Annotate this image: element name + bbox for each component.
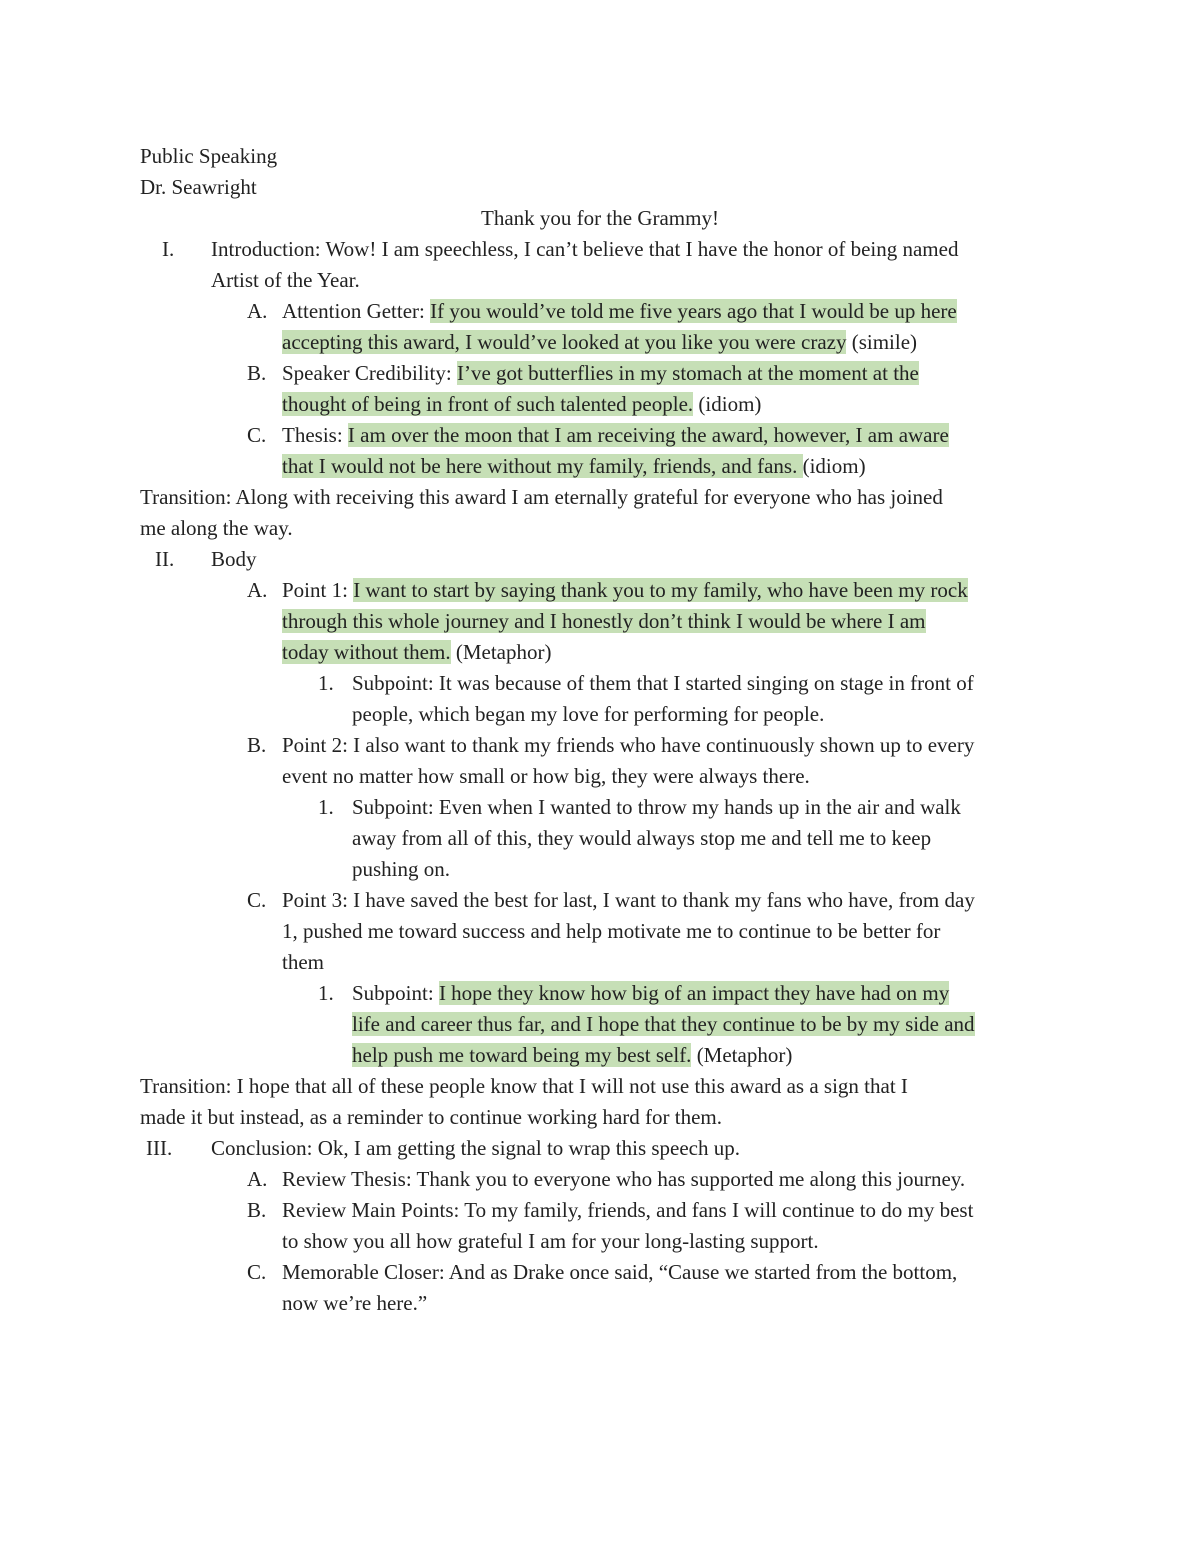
- point-2-sub-num: 1.: [318, 795, 334, 819]
- point-2-line-1: Point 2: I also want to thank my friends who have continuously shown up to every: [282, 733, 975, 757]
- credibility-line-2: [282, 389, 761, 420]
- transition-2-line-2: made it but instead, as a reminder to continue working hard for them.: [140, 1105, 723, 1129]
- body-heading: Body: [211, 547, 257, 571]
- point-3-sub-line-3: [352, 1040, 792, 1071]
- review-points-line-2: to show you all how grateful I am for your long-lasting support.: [282, 1229, 819, 1253]
- thesis-label: Thesis:: [282, 423, 348, 447]
- point-1-letter: A.: [247, 578, 268, 602]
- review-points-line-1: Review Main Points: To my family, friends, and fans I will continue to do my best: [282, 1198, 974, 1222]
- point-1-line-3: [282, 637, 551, 668]
- point-1-device: (Metaphor): [450, 640, 552, 664]
- point-1-sub-line-2: people, which began my love for performing for people.: [352, 702, 825, 726]
- point-3-line-1: Point 3: I have saved the best for last, I want to thank my fans who have, from day: [282, 888, 975, 912]
- attention-getter-line-2: [282, 327, 917, 358]
- attention-getter-highlight-1: If you would’ve told me five years ago that I would be up here: [430, 299, 957, 323]
- conclusion-numeral: III.: [146, 1136, 173, 1160]
- point-3-line-3: them: [282, 950, 324, 974]
- point-2-sub-line-2: away from all of this, they would always stop me and tell me to keep: [352, 826, 932, 850]
- credibility-highlight-1: I’ve got butterflies in my stomach at the moment at the: [456, 361, 919, 385]
- transition-1-line-2: me along the way.: [140, 516, 293, 540]
- point-3-sub-line-2: [352, 1009, 975, 1040]
- thesis-highlight-1: I am over the moon that I am receiving the award, however, I am aware: [347, 423, 949, 447]
- point-3-sub-line-1: [352, 978, 949, 1009]
- point-1-highlight-1: I want to start by saying thank you to my family, who have been my rock: [353, 578, 968, 602]
- closer-letter: C.: [247, 1260, 267, 1284]
- review-thesis-text: Review Thesis: Thank you to everyone who has supported me along this journey.: [282, 1167, 966, 1191]
- transition-2-line-1: Transition: I hope that all of these people know that I will not use this award as a sign that I: [140, 1074, 908, 1098]
- attention-getter-letter: A.: [247, 299, 268, 323]
- attention-getter-device: (simile): [846, 330, 918, 354]
- point-1-highlight-3: today without them.: [282, 640, 451, 664]
- intro-numeral: I.: [162, 237, 175, 261]
- point-1-label: Point 1:: [282, 578, 354, 602]
- review-thesis-letter: A.: [247, 1167, 268, 1191]
- point-3-letter: C.: [247, 888, 267, 912]
- point-2-letter: B.: [247, 733, 267, 757]
- point-3-highlight-2: life and career thus far, and I hope that they continue to be by my side and: [352, 1012, 975, 1036]
- point-1-line-1: [282, 575, 968, 606]
- credibility-line-1: [282, 358, 919, 389]
- intro-line-2: Artist of the Year.: [211, 268, 360, 292]
- point-1-sub-num: 1.: [318, 671, 334, 695]
- closer-line-1: Memorable Closer: And as Drake once said, “Cause we started from the bottom,: [282, 1260, 958, 1284]
- thesis-line-1: [282, 420, 949, 451]
- point-3-highlight-3: help push me toward being my best self.: [352, 1043, 692, 1067]
- point-3-highlight-1: I hope they know how big of an impact they have had on my: [438, 981, 950, 1005]
- course-name: Public Speaking: [140, 144, 278, 168]
- speech-title: Thank you for the Grammy!: [481, 206, 719, 230]
- point-3-line-2: 1, pushed me toward success and help motivate me to continue to be better for: [282, 919, 941, 943]
- conclusion-line-1: Conclusion: Ok, I am getting the signal to wrap this speech up.: [211, 1136, 740, 1160]
- intro-line-1: Introduction: Wow! I am speechless, I can’t believe that I have the honor of being named: [211, 237, 959, 261]
- credibility-device: (idiom): [693, 392, 762, 416]
- closer-line-2: now we’re here.”: [282, 1291, 428, 1315]
- point-3-sub-num: 1.: [318, 981, 334, 1005]
- review-points-letter: B.: [247, 1198, 267, 1222]
- attention-getter-label: Attention Getter:: [282, 299, 431, 323]
- credibility-highlight-2: thought of being in front of such talented people.: [282, 392, 694, 416]
- point-3-sub-label: Subpoint:: [352, 981, 439, 1005]
- attention-getter-line-1: [282, 296, 957, 327]
- instructor-name: Dr. Seawright: [140, 175, 257, 199]
- body-numeral: II.: [155, 547, 175, 571]
- point-2-sub-line-1: Subpoint: Even when I wanted to throw my hands up in the air and walk: [352, 795, 961, 819]
- thesis-device: (idiom): [802, 454, 866, 478]
- point-2-line-2: event no matter how small or how big, they were always there.: [282, 764, 810, 788]
- point-2-sub-line-3: pushing on.: [352, 857, 451, 881]
- credibility-letter: B.: [247, 361, 267, 385]
- point-3-device: (Metaphor): [691, 1043, 793, 1067]
- transition-1-line-1: Transition: Along with receiving this award I am eternally grateful for everyone who has joined: [140, 485, 943, 509]
- attention-getter-highlight-2: accepting this award, I would’ve looked at you like you were crazy: [282, 330, 847, 354]
- point-1-highlight-2: through this whole journey and I honestly don’t think I would be where I am: [282, 609, 926, 633]
- point-1-line-2: [282, 606, 926, 637]
- point-1-sub-line-1: Subpoint: It was because of them that I started singing on stage in front of: [352, 671, 974, 695]
- thesis-line-2: [282, 451, 866, 482]
- thesis-letter: C.: [247, 423, 267, 447]
- credibility-label: Speaker Credibility:: [282, 361, 457, 385]
- thesis-highlight-2: that I would not be here without my family, friends, and fans.: [282, 454, 803, 478]
